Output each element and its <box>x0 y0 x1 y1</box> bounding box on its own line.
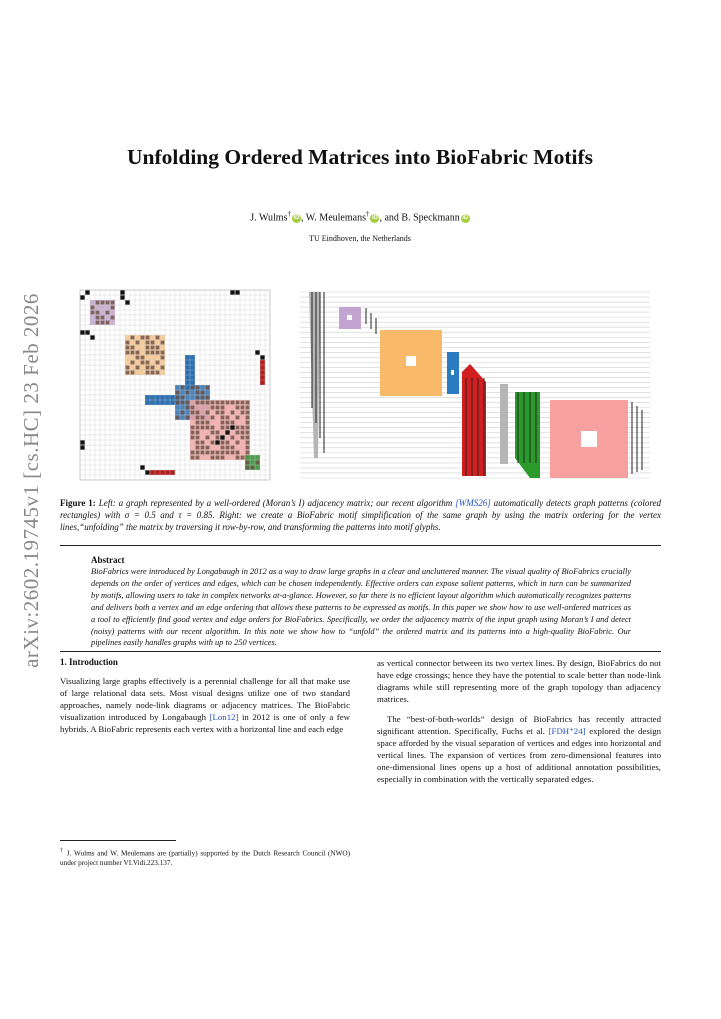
matrix-cell <box>225 430 229 434</box>
matrix-cell <box>106 311 110 315</box>
matrix-cell <box>231 421 235 425</box>
abstract-heading: Abstract <box>91 555 125 565</box>
citation-link[interactable]: [Lon12] <box>209 712 239 722</box>
pattern-block <box>260 360 265 385</box>
matrix-cell <box>246 416 250 420</box>
matrix-cell <box>196 391 200 395</box>
fan-motif <box>309 292 320 458</box>
matrix-cell <box>226 451 230 455</box>
matrix-cell <box>216 456 220 460</box>
matrix-cell <box>151 341 155 345</box>
matrix-cell <box>221 406 225 410</box>
matrix-cell <box>206 446 210 450</box>
matrix-cell <box>251 466 255 470</box>
matrix-cell <box>226 401 230 405</box>
matrix-cell <box>196 441 200 445</box>
matrix-cell <box>236 406 240 410</box>
matrix-cell <box>246 436 250 440</box>
matrix-cell <box>145 470 149 474</box>
matrix-cell <box>201 426 205 430</box>
matrix-cell <box>186 401 190 405</box>
matrix-cell <box>106 321 110 325</box>
matrix-cell <box>246 406 250 410</box>
biofabric-diagram <box>300 292 650 478</box>
matrix-cell <box>146 361 150 365</box>
matrix-cell <box>216 451 220 455</box>
matrix-cell <box>226 426 230 430</box>
citation-link[interactable]: [WMS26] <box>455 498 491 508</box>
matrix-cell <box>126 341 130 345</box>
matrix-cell <box>101 316 105 320</box>
matrix-cell <box>196 401 200 405</box>
matrix-cell <box>211 401 215 405</box>
matrix-cell <box>90 335 94 339</box>
matrix-cell <box>96 321 100 325</box>
matrix-cell <box>131 351 135 355</box>
matrix-cell <box>151 371 155 375</box>
figure-caption <box>60 497 661 533</box>
matrix-cell <box>206 401 210 405</box>
matrix-cell <box>120 295 124 299</box>
paragraph <box>377 713 661 785</box>
matrix-cell <box>186 416 190 420</box>
matrix-cell <box>241 436 245 440</box>
matrix-cell <box>80 330 84 334</box>
matrix-cell <box>231 436 235 440</box>
figure-1 <box>60 288 660 484</box>
paragraph <box>60 675 350 735</box>
matrix-cell <box>176 396 180 400</box>
matrix-cell <box>231 446 235 450</box>
matrix-cell <box>136 341 140 345</box>
matrix-cell <box>206 451 210 455</box>
matrix-cell <box>96 301 100 305</box>
matrix-cell <box>181 386 185 390</box>
matrix-cell <box>230 425 234 429</box>
matrix-cell <box>201 421 205 425</box>
matrix-cell <box>201 396 205 400</box>
matrix-cell <box>131 371 135 375</box>
matrix-cell <box>221 421 225 425</box>
caption-text: automatically detects graph patterns (colored rectangles) with σ = 0.5 and τ = 0.85. Right: we create a BioFabric motif simplification of the same graph by using the matrix ordering for the vertex lines,“unfolding” the matrix by traversing it row-by-row, and transforming the patterns into motif glyphs. <box>60 498 662 532</box>
orcid-icon[interactable]: iD <box>462 215 469 222</box>
matrix-cell <box>85 290 89 294</box>
matrix-cell <box>191 426 195 430</box>
matrix-cell <box>211 406 215 410</box>
matrix-cell <box>231 401 235 405</box>
matrix-cell <box>226 416 230 420</box>
matrix-cell <box>236 441 240 445</box>
clique-hole <box>581 431 597 447</box>
matrix-cell <box>241 401 245 405</box>
matrix-cell <box>181 396 185 400</box>
matrix-cell <box>196 426 200 430</box>
matrix-cell <box>161 351 165 355</box>
matrix-cell <box>176 416 180 420</box>
matrix-cell <box>236 416 240 420</box>
matrix-cell <box>136 366 140 370</box>
matrix-cell <box>256 461 260 465</box>
matrix-cell <box>131 346 135 350</box>
caption-text: Left: a graph represented by a well-ordered (Moran’s I) adjacency matrix; our recent algorithm <box>95 498 456 508</box>
matrix-cell <box>80 440 84 444</box>
footnote <box>60 846 350 868</box>
matrix-cell <box>186 391 190 395</box>
matrix-cell <box>235 290 239 294</box>
matrix-cell <box>181 401 185 405</box>
matrix-cell <box>221 441 225 445</box>
author-wulms: J. Wulms <box>250 212 288 224</box>
matrix-cell <box>141 356 145 360</box>
matrix-cell <box>236 451 240 455</box>
matrix-cell <box>206 386 210 390</box>
matrix-cell <box>146 341 150 345</box>
matrix-cell <box>186 406 190 410</box>
matrix-cell <box>246 451 250 455</box>
matrix-cell <box>236 401 240 405</box>
matrix-cell <box>191 456 195 460</box>
matrix-cell <box>196 421 200 425</box>
matrix-cell <box>230 290 234 294</box>
matrix-cell <box>196 416 200 420</box>
matrix-cell <box>221 411 225 415</box>
matrix-cell <box>246 421 250 425</box>
matrix-cell <box>191 451 195 455</box>
matrix-cell <box>221 456 225 460</box>
author-list <box>60 210 660 223</box>
matrix-cell <box>191 411 195 415</box>
matrix-cell <box>91 306 95 310</box>
clique-hole <box>406 356 416 366</box>
matrix-cell <box>216 406 220 410</box>
matrix-cell <box>215 440 219 444</box>
matrix-cell <box>201 401 205 405</box>
matrix-cell <box>131 336 135 340</box>
matrix-cell <box>141 361 145 365</box>
matrix-cell <box>156 361 160 365</box>
matrix-cell <box>201 391 205 395</box>
matrix-cell <box>211 441 215 445</box>
footnote-mark: † <box>60 848 64 854</box>
matrix-cell <box>131 361 135 365</box>
matrix-cell <box>161 341 165 345</box>
author-meulemans: , W. Meulemans <box>300 212 366 224</box>
footnote-rule <box>60 840 176 841</box>
paragraph-text: in 2012 is one of only a few hybrids. A BioFabric represents each vertex with a horizontal line and each edge <box>60 712 350 734</box>
matrix-cell <box>260 355 264 359</box>
matrix-cell <box>226 421 230 425</box>
matrix-cell <box>101 301 105 305</box>
matrix-cell <box>196 396 200 400</box>
matrix-cell <box>206 421 210 425</box>
matrix-cell <box>206 436 210 440</box>
matrix-cell <box>85 330 89 334</box>
abstract-top-rule <box>60 545 661 546</box>
matrix-cell <box>140 465 144 469</box>
matrix-cell <box>196 431 200 435</box>
biclique-hole <box>451 370 454 375</box>
matrix-cell <box>176 401 180 405</box>
matrix-cell <box>196 411 200 415</box>
matrix-cell <box>206 426 210 430</box>
matrix-cell <box>221 426 225 430</box>
matrix-cell <box>220 435 224 439</box>
pattern-block <box>150 470 175 475</box>
matrix-cell <box>146 336 150 340</box>
matrix-cell <box>156 336 160 340</box>
section-heading: 1. Introduction <box>60 657 118 667</box>
paper-title: Unfolding Ordered Matrices into BioFabric Motifs <box>127 145 593 169</box>
matrix-cell <box>176 391 180 395</box>
matrix-cell <box>216 431 220 435</box>
matrix-cell <box>246 401 250 405</box>
matrix-cell <box>221 451 225 455</box>
matrix-cell <box>201 416 205 420</box>
matrix-cell <box>101 321 105 325</box>
matrix-cell <box>231 451 235 455</box>
matrix-cell <box>191 436 195 440</box>
matrix-cell <box>236 431 240 435</box>
matrix-cell <box>246 466 250 470</box>
matrix-cell <box>216 436 220 440</box>
matrix-cell <box>151 346 155 350</box>
matrix-cell <box>216 411 220 415</box>
matrix-cell <box>156 346 160 350</box>
matrix-cell <box>196 451 200 455</box>
matrix-cell <box>146 346 150 350</box>
paragraph: as vertical connector between its two vertex lines. By design, BioFabrics do not have edge crossings; hence they have the potential to scale better than node-link diagrams while still representing more of the graph topology than adjacency matrices. <box>377 658 661 704</box>
arxiv-id-label: arXiv:2602.19745v1 [cs.HC] 23 Feb 2026 <box>18 292 43 668</box>
orcid-icon[interactable]: iD <box>371 215 378 222</box>
matrix-cell <box>241 431 245 435</box>
right-column <box>377 657 661 793</box>
caption-label: Figure 1: <box>60 498 96 508</box>
matrix-cell <box>161 366 165 370</box>
affiliation: TU Eindhoven, the Netherlands <box>309 234 411 243</box>
matrix-cell <box>125 300 129 304</box>
matrix-cell <box>111 301 115 305</box>
matrix-cell <box>211 451 215 455</box>
matrix-cell <box>246 461 250 465</box>
matrix-cell <box>241 411 245 415</box>
matrix-cell <box>211 416 215 420</box>
matrix-cell <box>181 411 185 415</box>
paragraph-text: The “best-of-both-worlds” design of BioFabrics has recently attracted significant attention. Specifically, Fuchs et al. <box>377 714 661 736</box>
matrix-cell <box>196 456 200 460</box>
matrix-cell <box>156 371 160 375</box>
matrix-cell <box>191 386 195 390</box>
matrix-cell <box>201 451 205 455</box>
matrix-cell <box>221 446 225 450</box>
left-column <box>60 675 350 743</box>
matrix-cell <box>151 351 155 355</box>
matrix-cell <box>236 426 240 430</box>
matrix-cell <box>161 356 165 360</box>
abstract-bottom-rule <box>60 651 661 652</box>
orcid-icon[interactable]: iD <box>293 215 300 222</box>
matrix-cell <box>206 396 210 400</box>
matrix-cell <box>96 316 100 320</box>
matrix-cell <box>216 401 220 405</box>
matrix-cell <box>226 441 230 445</box>
matrix-cell <box>221 401 225 405</box>
matrix-cell <box>246 411 250 415</box>
matrix-cell <box>246 441 250 445</box>
matrix-cell <box>126 371 130 375</box>
paragraph-text: explored the design space afforded by the visual separation of vertices and edges into horizontal and vertical lines. The expansion of vertices from zero-dimensional features into one-dimensional lines opens up a host of additional annotation possibilities, especially in combination with the vertically separated edges. <box>377 726 661 784</box>
matrix-cell <box>201 446 205 450</box>
paragraph-text: Visualizing large graphs effectively is a perennial challenge for all that make use of large relational data sets. Most visual designs utilize one of two standard approaches, namely node-link diagrams or adjacency matrices. The BioFabric visualization introduced by Longabaugh <box>60 676 350 722</box>
matrix-cell <box>126 366 130 370</box>
matrix-cell <box>206 411 210 415</box>
matrix-cell <box>111 316 115 320</box>
matrix-cell <box>246 426 250 430</box>
matrix-cell <box>146 366 150 370</box>
matrix-cell <box>191 406 195 410</box>
matrix-cell <box>126 346 130 350</box>
matrix-cell <box>196 436 200 440</box>
matrix-cell <box>241 456 245 460</box>
matrix-cell <box>201 441 205 445</box>
matrix-cell <box>96 311 100 315</box>
matrix-cell <box>246 431 250 435</box>
matrix-cell <box>111 306 115 310</box>
footnote-text: J. Wulms and W. Meulemans are (partially) supported by the Dutch Research Council (NWO) under project number VI.Vidi.223.137. <box>60 849 350 868</box>
clique-hole <box>347 315 352 320</box>
matrix-cell <box>196 386 200 390</box>
matrix-cell <box>156 351 160 355</box>
matrix-cell <box>141 336 145 340</box>
matrix-cell <box>221 416 225 420</box>
matrix-cell <box>120 290 124 294</box>
citation-link[interactable]: [FDH⁺24] <box>548 726 586 736</box>
matrix-cell <box>136 351 140 355</box>
matrix-cell <box>255 350 259 354</box>
matrix-cell <box>211 426 215 430</box>
matrix-cell <box>196 446 200 450</box>
matrix-cell <box>106 301 110 305</box>
affiliation-mark: † <box>287 210 291 218</box>
arxiv-watermark <box>10 290 52 670</box>
matrix-cell <box>241 426 245 430</box>
matrix-cell <box>236 456 240 460</box>
matrix-cell <box>211 431 215 435</box>
matrix-cell <box>136 356 140 360</box>
author-speckmann: , and B. Speckmann <box>379 212 460 224</box>
matrix-cell <box>80 295 84 299</box>
matrix-cell <box>226 446 230 450</box>
affiliation-mark: † <box>365 210 370 218</box>
matrix-cell <box>146 351 150 355</box>
matrix-cell <box>151 366 155 370</box>
matrix-cell <box>246 446 250 450</box>
matrix-cell <box>231 411 235 415</box>
matrix-cell <box>211 456 215 460</box>
matrix-cell <box>191 431 195 435</box>
matrix-cell <box>241 406 245 410</box>
abstract-body: BioFabrics were introduced by Longabaugh in 2012 as a way to draw large graphs in a clear and uncluttered manner. The visual quality of BioFabrics crucially depends on the order of vertices and edges, which can be chosen independently. Effective orders can expose salient patterns, which in turn can be summarized by motifs, allowing users to take in complex networks at-a-glance. However, so far there is no efficient layout algorithm which automatically recognizes patterns and delivers both a vertex and an edge ordering that allows these patterns to be expressed as motifs. In this paper we show how to use well-ordered matrices as a tool to efficiently find good vertex and edge orders for BioFabrics. Specifically, we order the adjacency matrix of the input graph using Moran’s I and detect (noisy) patterns with our recent algorithm. In this note we show how to “unfold” the ordered matrix and its patterns into a high-quality BioFabric. Our pipelines easily handles graphs with up to 250 vertices. <box>91 567 631 648</box>
matrix-cell <box>80 445 84 449</box>
matrix-cell <box>126 351 130 355</box>
adjacency-matrix <box>80 290 270 480</box>
matrix-cell <box>91 311 95 315</box>
fan-motif <box>500 384 508 464</box>
matrix-cell <box>146 371 150 375</box>
